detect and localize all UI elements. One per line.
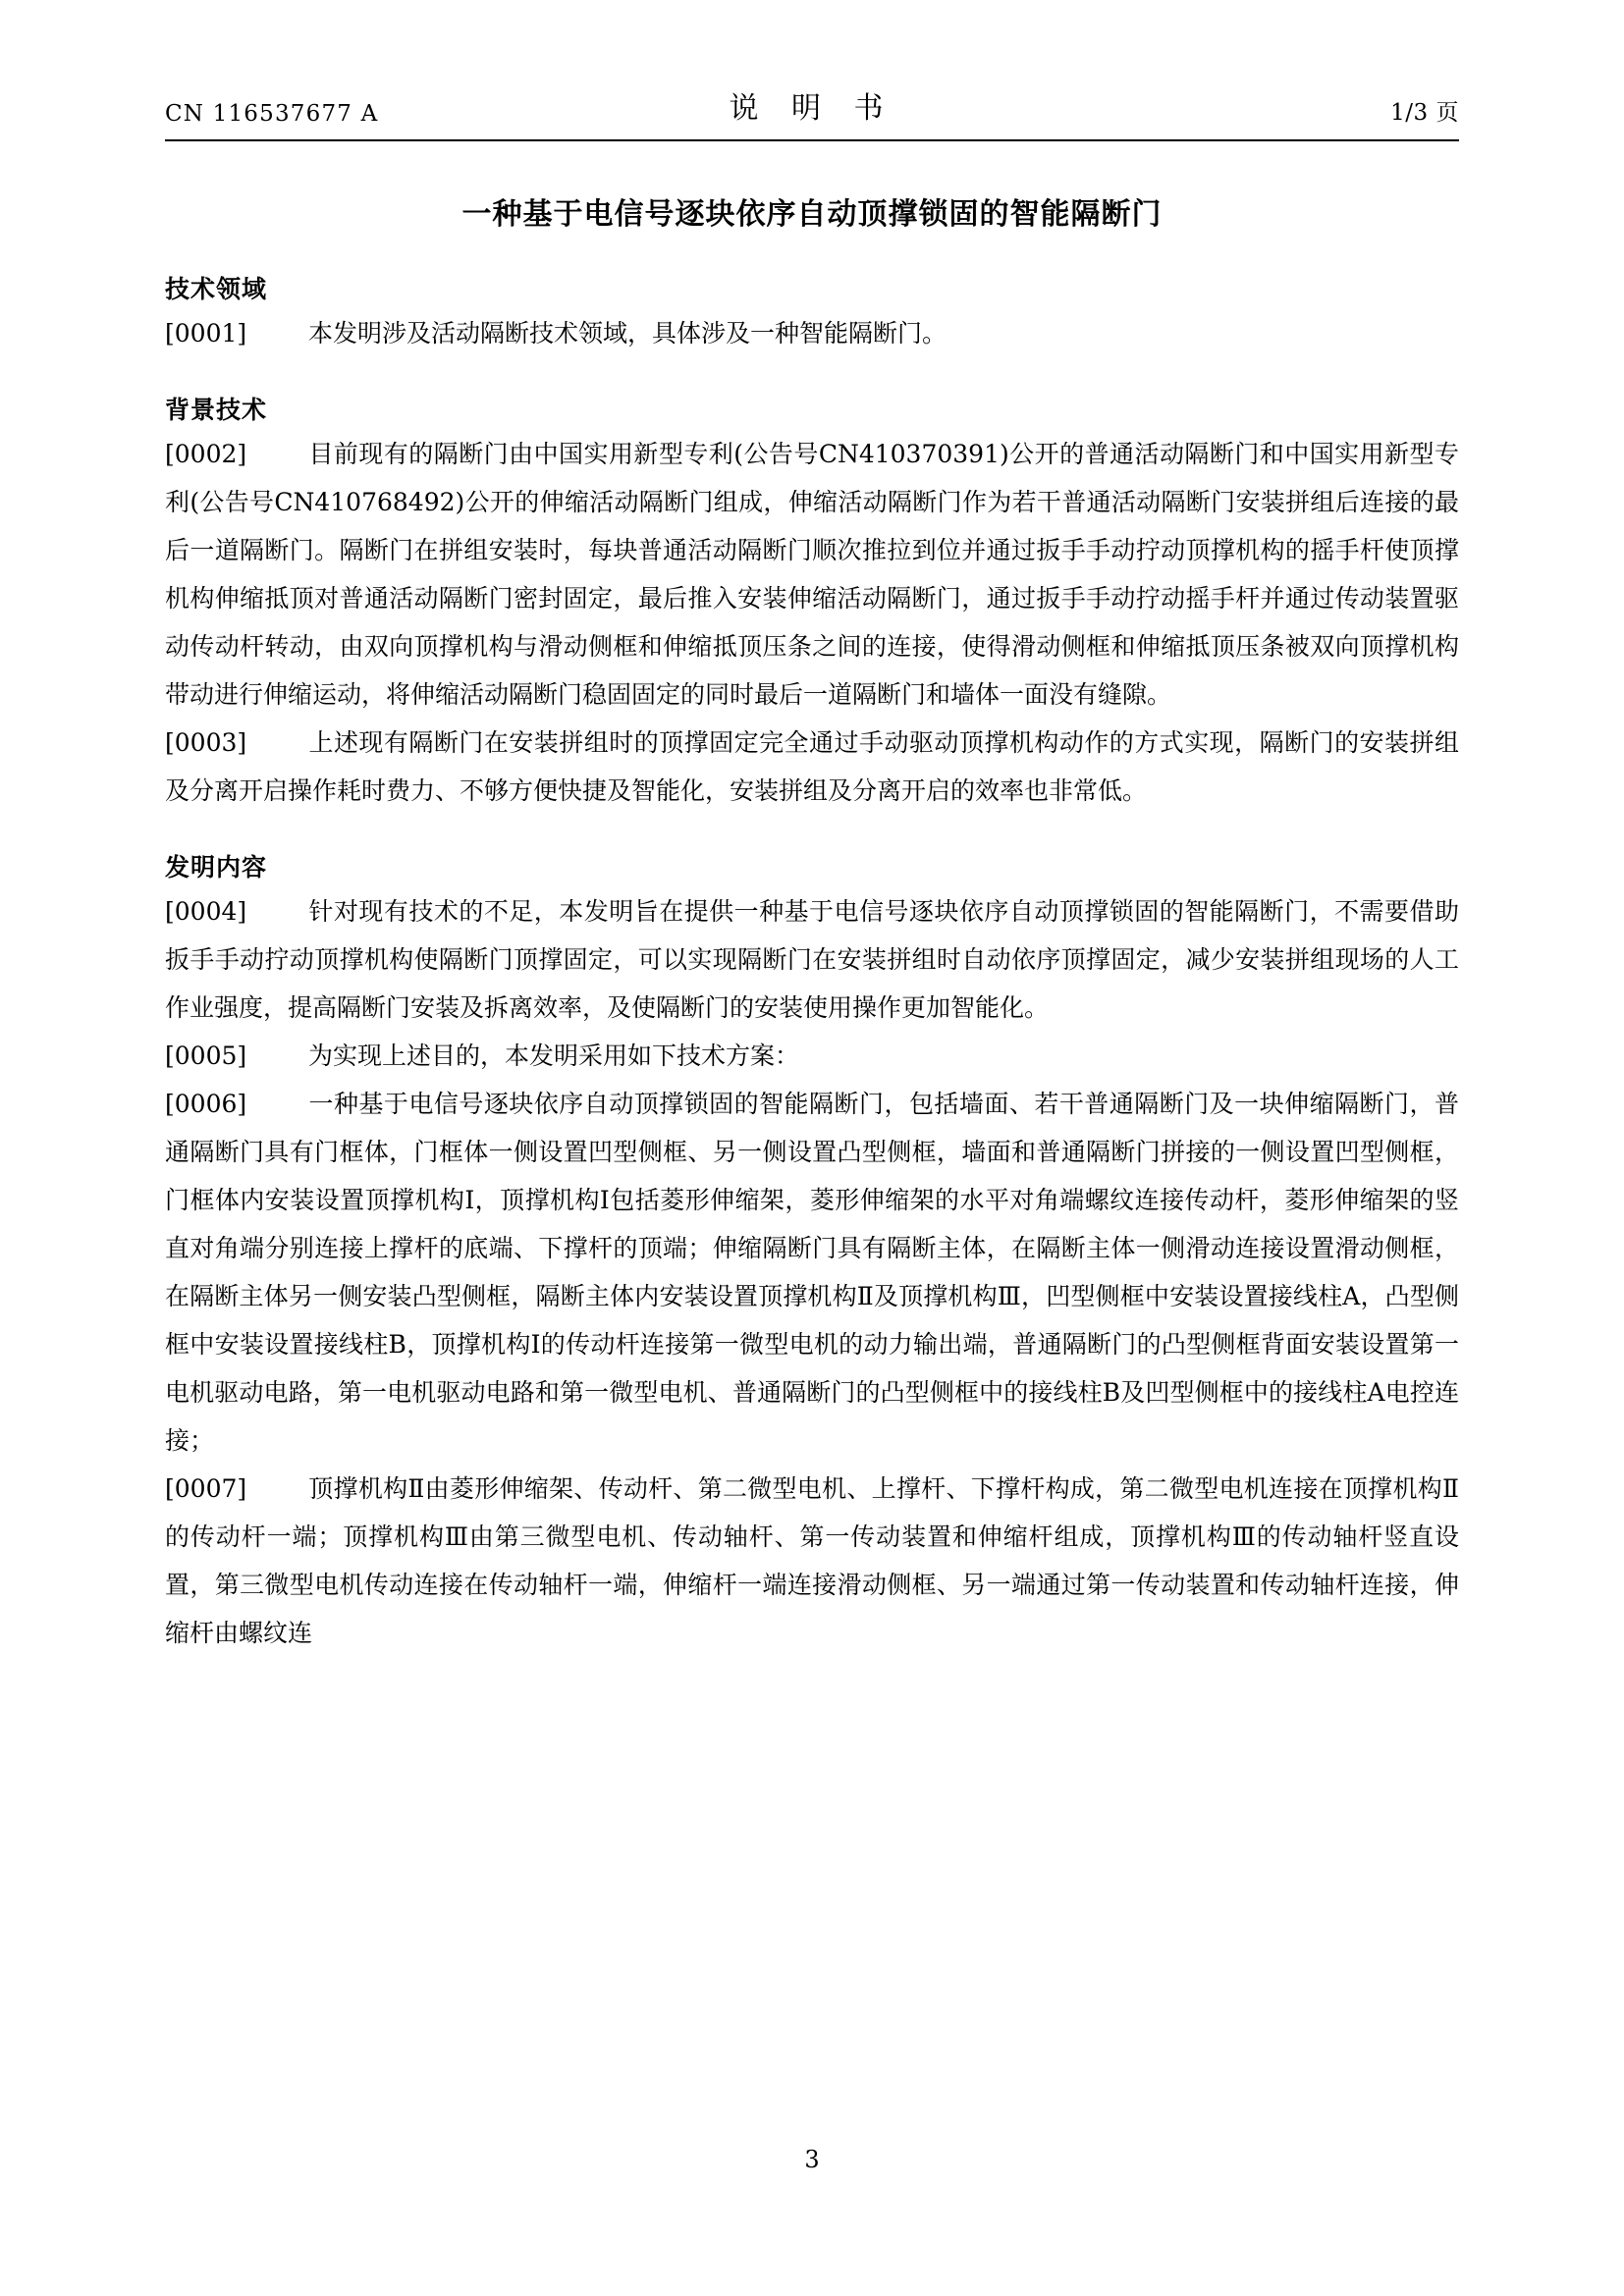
- paragraph-text: 本发明涉及活动隔断技术领域，具体涉及一种智能隔断门。: [308, 319, 947, 347]
- paragraph-0004: [165, 887, 1459, 1032]
- paragraph-number: [0005]: [165, 1041, 247, 1070]
- paragraph-text: 针对现有技术的不足，本发明旨在提供一种基于电信号逐块依序自动顶撑锁固的智能隔断门，不需要借助扳手手动拧动顶撑机构使隔断门顶撑固定，可以实现隔断门在安装拼组时自动依序顶撑固定，减少安装拼组现场的人工作业强度，提高隔断门安装及拆离效率，及使隔断门的安装使用操作更加智能化。: [165, 897, 1459, 1022]
- header-title: 说 明 书: [729, 91, 895, 126]
- paragraph-number: [0001]: [165, 319, 247, 347]
- page-header: [165, 91, 1459, 127]
- paragraph-0003: [165, 719, 1459, 815]
- page-number: 3: [804, 2146, 820, 2173]
- page-indicator: 1/3 页: [1390, 100, 1459, 126]
- paragraph-number: [0003]: [165, 728, 247, 757]
- paragraph-number: [0006]: [165, 1090, 247, 1118]
- paragraph-text: 上述现有隔断门在安装拼组时的顶撑固定完全通过手动驱动顶撑机构动作的方式实现，隔断门的安装拼组及分离开启操作耗时费力、不够方便快捷及智能化，安装拼组及分离开启的效率也非常低。: [165, 728, 1459, 805]
- document-body: [165, 175, 1459, 1657]
- section-heading-technical-field: 技术领域: [165, 275, 268, 303]
- section-heading-summary: 发明内容: [165, 853, 268, 881]
- paragraph-number: [0004]: [165, 897, 247, 926]
- paragraph-text: 一种基于电信号逐块依序自动顶撑锁固的智能隔断门，包括墙面、若干普通隔断门及一块伸缩隔断门，普通隔断门具有门框体，门框体一侧设置凹型侧框、另一侧设置凸型侧框，墙面和普通隔断门拼接的一侧设置凹型侧框，门框体内安装设置顶撑机构I，顶撑机构I包括菱形伸缩架，菱形伸缩架的水平对角端螺纹连接传动杆，菱形伸缩架的竖直对角端分别连接上撑杆的底端、下撑杆的顶端；伸缩隔断门具有隔断主体，在隔断主体一侧滑动连接设置滑动侧框，在隔断主体另一侧安装凸型侧框，隔断主体内安装设置顶撑机构Ⅱ及顶撑机构Ⅲ，凹型侧框中安装设置接线柱A，凸型侧框中安装设置接线柱B，顶撑机构I的传动杆连接第一微型电机的动力输出端，普通隔断门的凸型侧框背面安装设置第一电机驱动电路，第一电机驱动电路和第一微型电机、普通隔断门的凸型侧框中的接线柱B及凹型侧框中的接线柱A电控连接；: [165, 1090, 1459, 1455]
- paragraph-number: [0007]: [165, 1474, 247, 1503]
- header-divider: [165, 139, 1459, 141]
- page-title: 一种基于电信号逐块依序自动顶撑锁固的智能隔断门: [461, 197, 1163, 232]
- paragraph-0006: [165, 1080, 1459, 1465]
- paragraph-0005: [165, 1032, 1459, 1080]
- section-heading-background: 背景技术: [165, 396, 268, 424]
- paragraph-0001: [165, 309, 1459, 357]
- patent-number: CN 116537677 A: [165, 101, 379, 127]
- paragraph-0007: [165, 1465, 1459, 1657]
- paragraph-0002: [165, 430, 1459, 719]
- paragraph-text: 目前现有的隔断门由中国实用新型专利(公告号CN410370391)公开的普通活动隔断门和中国实用新型专利(公告号CN410768492)公开的伸缩活动隔断门组成，伸缩活动隔断门作为若干普通活动隔断门安装拼组后连接的最后一道隔断门。隔断门在拼组安装时，每块普通活动隔断门顺次推拉到位并通过扳手手动拧动顶撑机构的摇手杆使顶撑机构伸缩抵顶对普通活动隔断门密封固定，最后推入安装伸缩活动隔断门，通过扳手手动拧动摇手杆并通过传动装置驱动传动杆转动，由双向顶撑机构与滑动侧框和伸缩抵顶压条之间的连接，使得滑动侧框和伸缩抵顶压条被双向顶撑机构带动进行伸缩运动，将伸缩活动隔断门稳固固定的同时最后一道隔断门和墙体一面没有缝隙。: [165, 440, 1459, 709]
- paragraph-number: [0002]: [165, 440, 247, 468]
- paragraph-text: 顶撑机构Ⅱ由菱形伸缩架、传动杆、第二微型电机、上撑杆、下撑杆构成，第二微型电机连接在顶撑机构Ⅱ的传动杆一端；顶撑机构Ⅲ由第三微型电机、传动轴杆、第一传动装置和伸缩杆组成，顶撑机构Ⅲ的传动轴杆竖直设置，第三微型电机传动连接在传动轴杆一端，伸缩杆一端连接滑动侧框、另一端通过第一传动装置和传动轴杆连接，伸缩杆由螺纹连: [165, 1474, 1459, 1647]
- paragraph-text: 为实现上述目的，本发明采用如下技术方案：: [308, 1041, 800, 1070]
